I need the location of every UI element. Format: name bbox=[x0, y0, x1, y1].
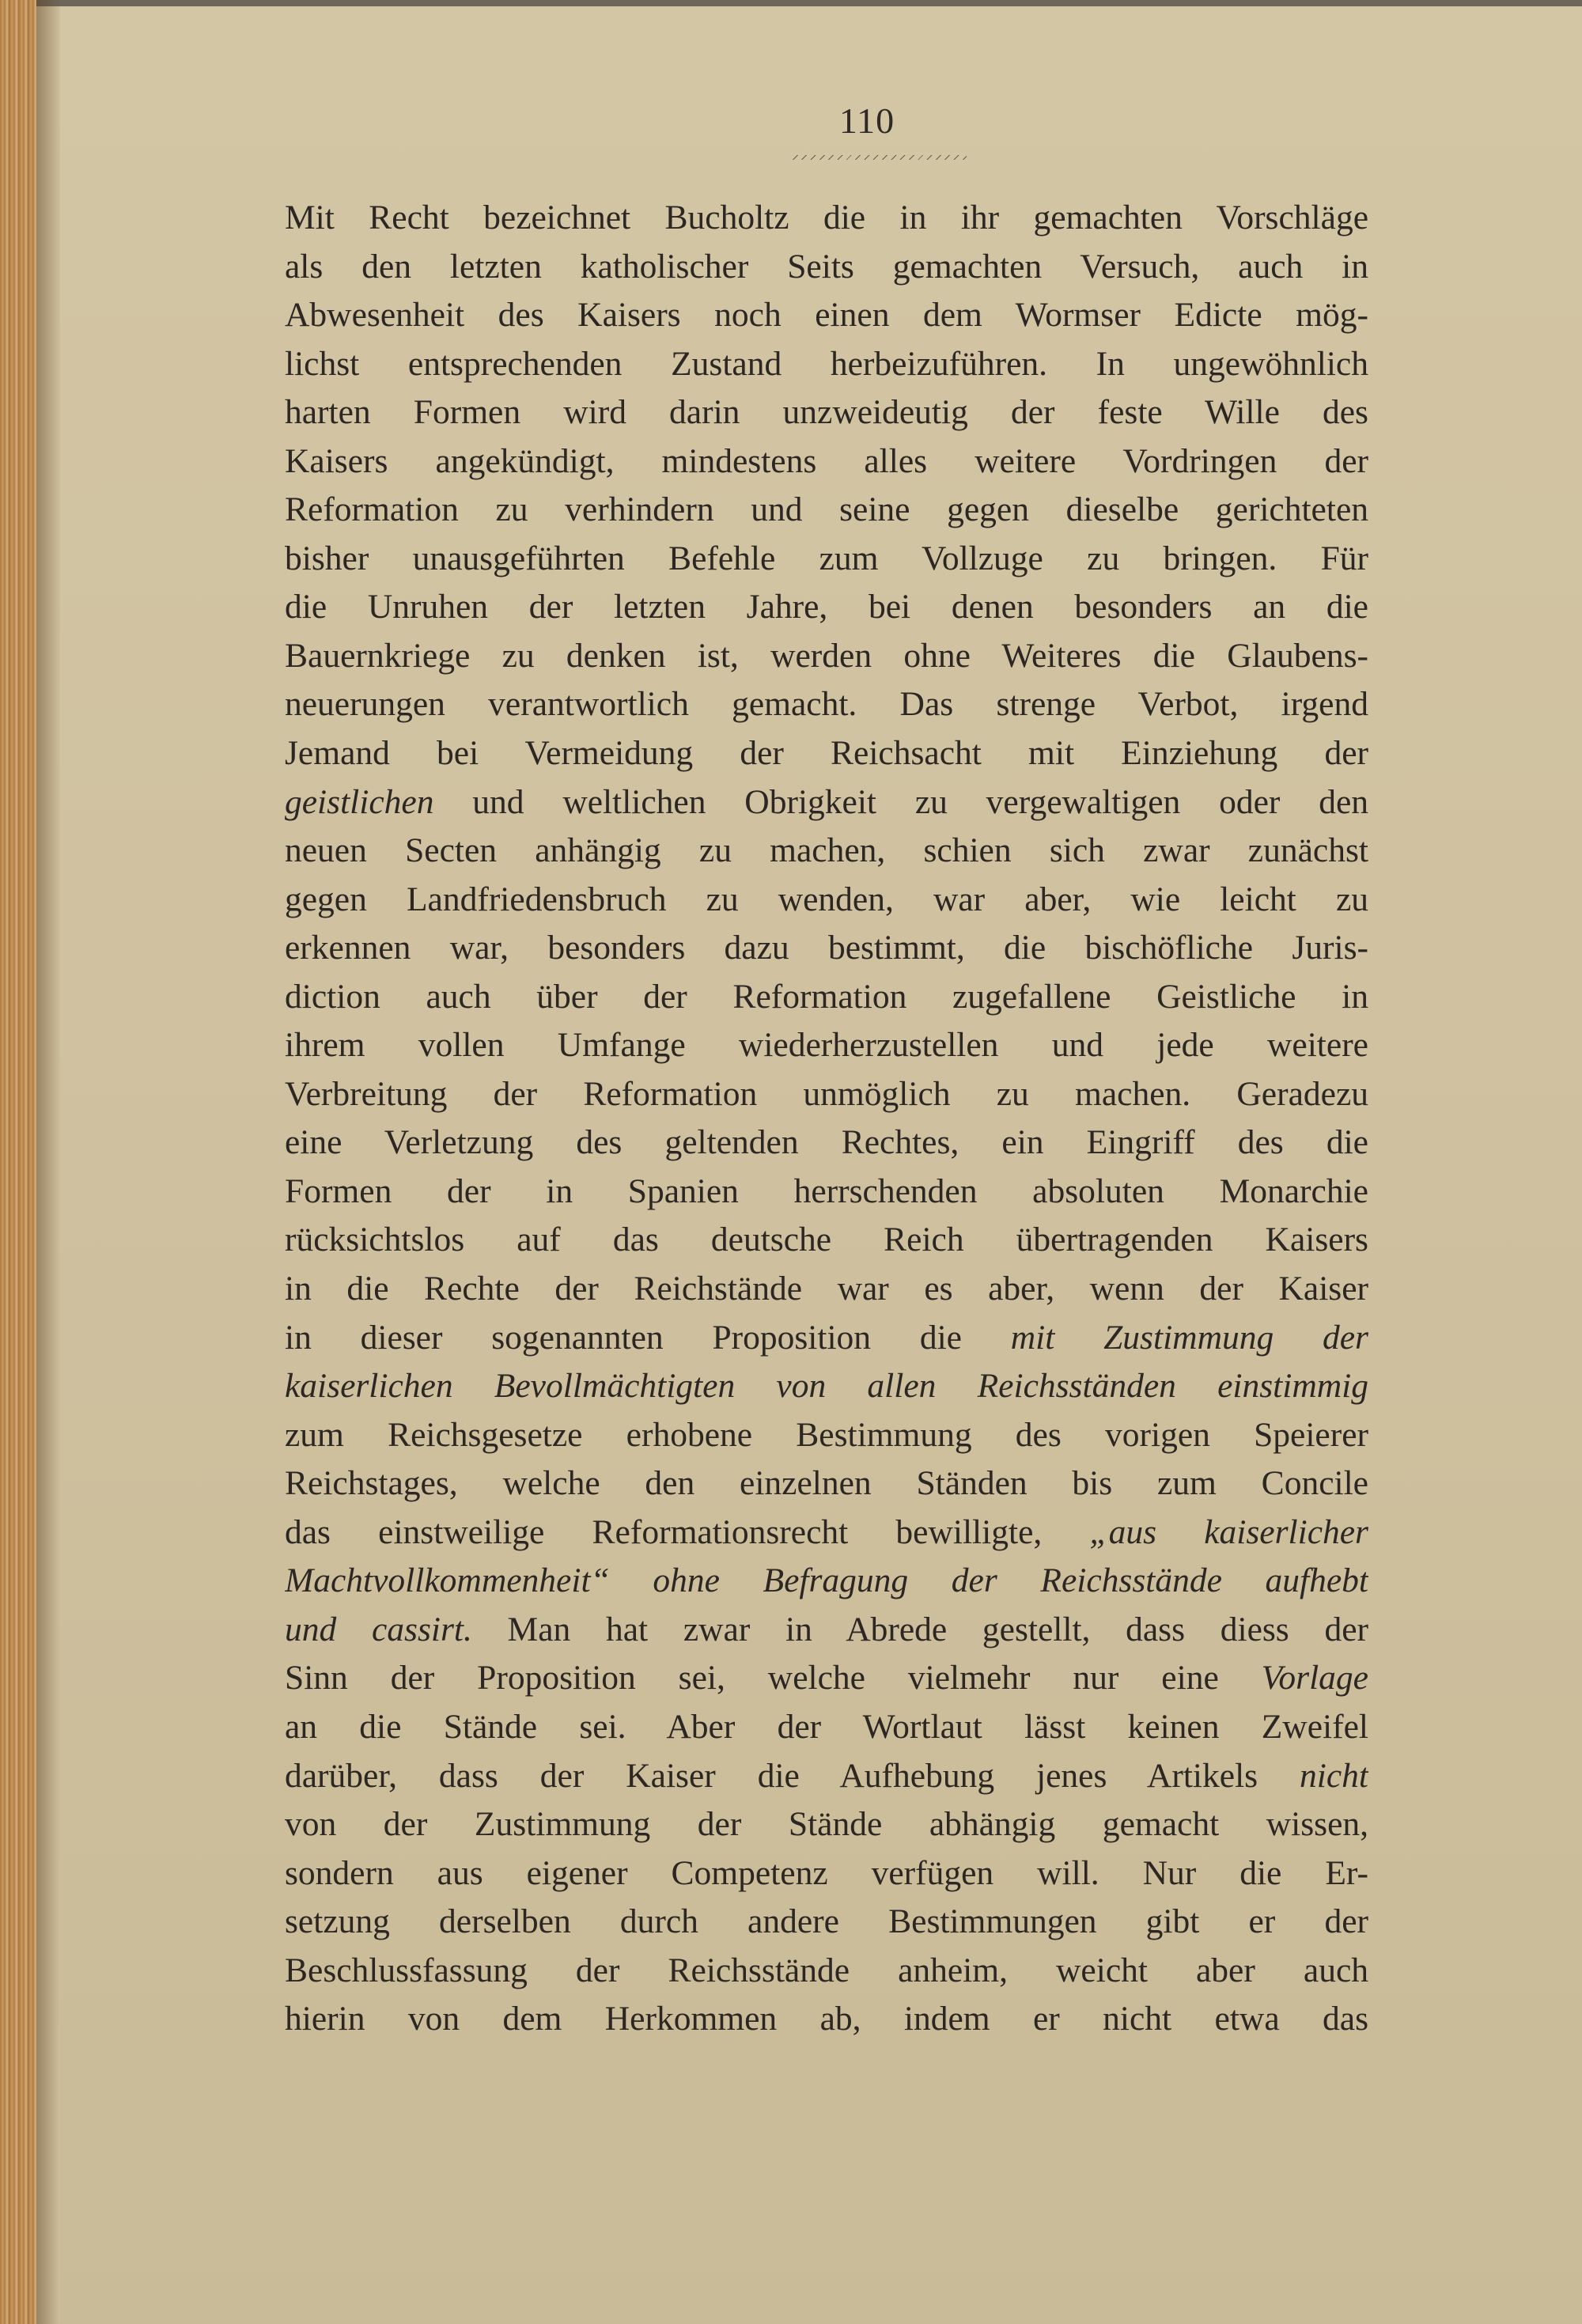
text-line bbox=[285, 291, 1368, 340]
text-segment: Formen der in Spanien herrschenden absoluten Monarchie bbox=[285, 1171, 1368, 1210]
text-segment: zum Reichsgesetze erhobene Bestimmung des vorigen Speierer bbox=[285, 1415, 1368, 1454]
text-line bbox=[285, 876, 1368, 925]
text-segment: Man hat zwar in Abrede gestellt, dass diess der bbox=[471, 1610, 1368, 1648]
text-line bbox=[285, 1118, 1368, 1168]
text-line bbox=[285, 243, 1368, 292]
text-line bbox=[285, 1606, 1368, 1655]
italic-text: kaiserlichen Bevollmächtigten von allen Reichsständen einstimmig bbox=[285, 1367, 1368, 1406]
text-segment: von der Zustimmung der Stände abhängig gemacht wissen, bbox=[285, 1805, 1368, 1844]
text-segment: setzung derselben durch andere Bestimmungen gibt er der bbox=[285, 1902, 1368, 1941]
text-line bbox=[285, 1216, 1368, 1265]
text-segment: hierin von dem Herkommen ab, indem er nicht etwa das bbox=[285, 2000, 1368, 2038]
text-segment: darüber, dass der Kaiser die Aufhebung jenes Artikels bbox=[285, 1756, 1300, 1795]
text-segment: Abwesenheit des Kaisers noch einen dem Wormser Edicte mög- bbox=[285, 296, 1368, 335]
text-segment: ihrem vollen Umfange wiederherzustellen und jede weitere bbox=[285, 1026, 1368, 1065]
text-segment: lichst entsprechenden Zustand herbeizuführen. In ungewöhnlich bbox=[285, 344, 1368, 383]
text-segment: Reformation zu verhindern und seine gegen dieselbe gerichteten bbox=[285, 490, 1368, 529]
text-line bbox=[285, 1898, 1368, 1947]
text-segment: Kaisers angekündigt, mindestens alles weitere Vordringen der bbox=[285, 441, 1368, 480]
text-line bbox=[285, 1557, 1368, 1606]
text-line bbox=[285, 778, 1368, 827]
text-line bbox=[285, 1654, 1368, 1703]
book-gutter-shadow bbox=[36, 0, 60, 2324]
text-segment: Beschlussfassung der Reichsstände anheim, weicht aber auch bbox=[285, 1951, 1368, 1989]
text-segment: neuerungen verantwortlich gemacht. Das strenge Verbot, irgend bbox=[285, 685, 1368, 724]
text-line bbox=[285, 535, 1368, 584]
text-segment: harten Formen wird darin unzweideutig der feste Wille des bbox=[285, 393, 1368, 432]
italic-text: und cassirt. bbox=[285, 1610, 472, 1648]
italic-text: „aus kaiserlicher bbox=[1089, 1512, 1368, 1551]
italic-text: mit Zustimmung der bbox=[1010, 1318, 1368, 1357]
body-text bbox=[285, 194, 1368, 2044]
text-segment: Bauernkriege zu denken ist, werden ohne Weiteres die Glaubens- bbox=[285, 636, 1368, 675]
text-segment: Sinn der Proposition sei, welche vielmehr nur eine bbox=[285, 1659, 1262, 1698]
text-line bbox=[285, 680, 1368, 729]
text-line bbox=[285, 729, 1368, 778]
text-line bbox=[285, 1752, 1368, 1801]
page-number-rule bbox=[793, 155, 967, 160]
text-line bbox=[285, 827, 1368, 876]
text-line bbox=[285, 486, 1368, 535]
text-line bbox=[285, 194, 1368, 243]
text-line bbox=[285, 632, 1368, 681]
text-line bbox=[285, 1703, 1368, 1752]
text-line bbox=[285, 437, 1368, 486]
text-segment: die Unruhen der letzten Jahre, bei denen besonders an die bbox=[285, 588, 1368, 626]
text-segment: sondern aus eigener Competenz verfügen will. Nur die Er- bbox=[285, 1853, 1368, 1892]
text-line bbox=[285, 1265, 1368, 1314]
text-line bbox=[285, 924, 1368, 973]
text-segment: Jemand bei Vermeidung der Reichsacht mit Einziehung der bbox=[285, 734, 1368, 773]
text-line bbox=[285, 1849, 1368, 1898]
text-segment: bisher unausgeführten Befehle zum Vollzuge zu bringen. Für bbox=[285, 539, 1368, 577]
text-segment: neuen Secten anhängig zu machen, schien sich zwar zunächst bbox=[285, 831, 1368, 870]
text-segment: als den letzten katholischer Seits gemachten Versuch, auch in bbox=[285, 247, 1368, 286]
text-segment: gegen Landfriedensbruch zu wenden, war aber, wie leicht zu bbox=[285, 880, 1368, 918]
text-line bbox=[285, 1070, 1368, 1119]
book-edge bbox=[0, 0, 36, 2324]
italic-text: Machtvollkommenheit“ ohne Befragung der Reichsstände aufhebt bbox=[285, 1561, 1368, 1600]
italic-text: Vorlage bbox=[1261, 1659, 1368, 1698]
text-line bbox=[285, 1947, 1368, 1996]
text-segment: erkennen war, besonders dazu bestimmt, die bischöfliche Juris- bbox=[285, 929, 1368, 967]
text-segment: Reichstages, welche den einzelnen Ständen bis zum Concile bbox=[285, 1464, 1368, 1503]
text-segment: Verbreitung der Reformation unmöglich zu machen. Geradezu bbox=[285, 1074, 1368, 1113]
text-segment: diction auch über der Reformation zugefallene Geistliche in bbox=[285, 977, 1368, 1016]
text-line bbox=[285, 388, 1368, 437]
page-top-band bbox=[0, 0, 1582, 6]
text-line bbox=[285, 340, 1368, 389]
text-segment: eine Verletzung des geltenden Rechtes, ein Eingriff des die bbox=[285, 1123, 1368, 1162]
text-segment: in die Rechte der Reichstände war es aber, wenn der Kaiser bbox=[285, 1270, 1368, 1308]
text-line bbox=[285, 583, 1368, 632]
italic-text: geistlichen bbox=[285, 782, 434, 821]
text-segment: in dieser sogenannten Proposition die bbox=[285, 1318, 1011, 1357]
text-line bbox=[285, 1508, 1368, 1558]
text-segment: Mit Recht bezeichnet Bucholtz die in ihr gemachten Vorschläge bbox=[285, 199, 1368, 237]
text-line bbox=[285, 1314, 1368, 1363]
text-segment: an die Stände sei. Aber der Wortlaut lässt keinen Zweifel bbox=[285, 1707, 1368, 1746]
text-line bbox=[285, 1800, 1368, 1849]
text-line bbox=[285, 973, 1368, 1022]
text-line bbox=[285, 1459, 1368, 1508]
text-line bbox=[285, 1995, 1368, 2044]
text-segment: das einstweilige Reformationsrecht bewilligte, bbox=[285, 1512, 1090, 1551]
text-line bbox=[285, 1168, 1368, 1217]
text-segment: und weltlichen Obrigkeit zu vergewaltigen oder den bbox=[433, 782, 1368, 821]
text-line bbox=[285, 1411, 1368, 1460]
text-line bbox=[285, 1362, 1368, 1411]
italic-text: nicht bbox=[1300, 1756, 1368, 1795]
text-segment: rücksichtslos auf das deutsche Reich übertragenden Kaisers bbox=[285, 1221, 1368, 1259]
text-line bbox=[285, 1021, 1368, 1070]
page-number: 110 bbox=[838, 100, 895, 141]
